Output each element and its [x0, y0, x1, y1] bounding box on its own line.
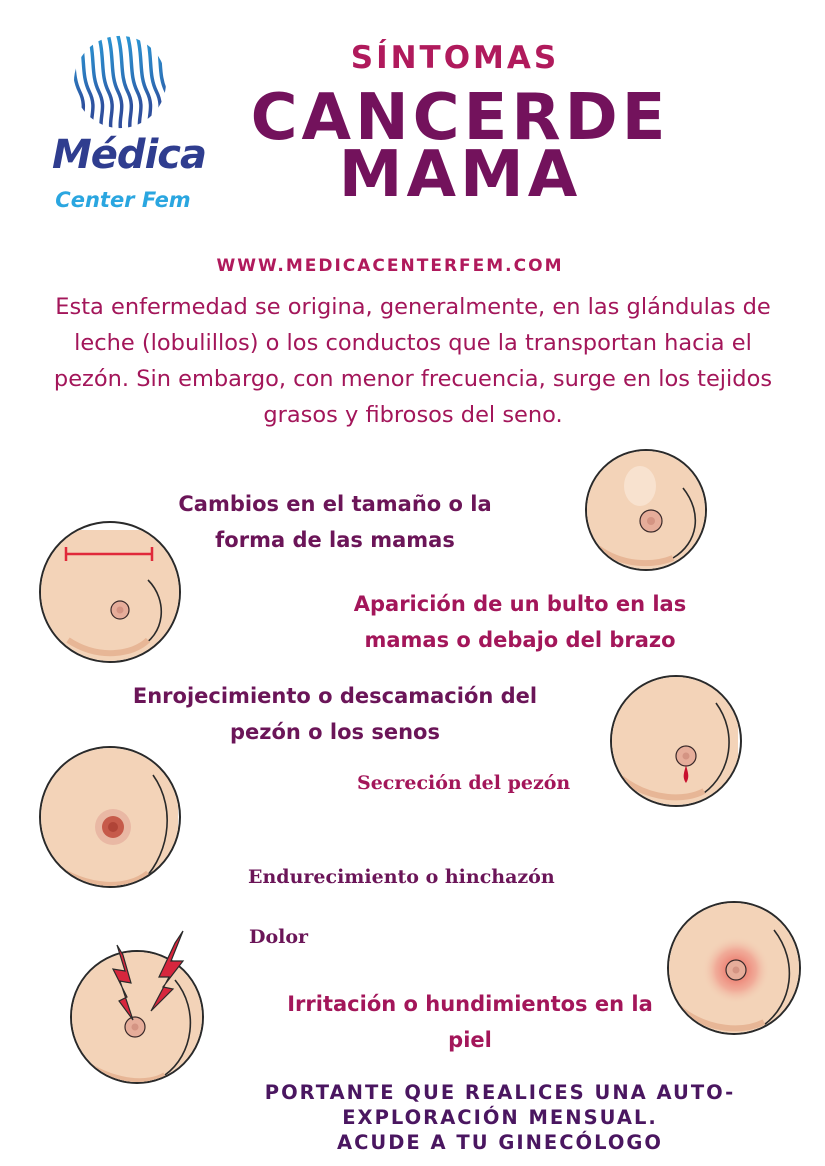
- breast-pain-icon: [65, 925, 213, 1095]
- footer-line-2: EXPLORACIÓN MENSUAL.: [342, 1106, 658, 1129]
- page-title-line-1: CANCERDE: [250, 81, 670, 155]
- symptom-lump: Aparición de un bulto en las mamas o debajo del brazo: [353, 592, 687, 652]
- logo-brand-name: Médica: [52, 132, 206, 178]
- footer-line-3: ACUDE A TU GINECÓLOGO: [336, 1131, 664, 1154]
- kicker-heading: SÍNTOMAS: [350, 40, 560, 76]
- website-link[interactable]: WWW.MEDICACENTERFEM.COM: [216, 256, 564, 276]
- symptom-hardening: Endurecimiento o hinchazón: [248, 866, 555, 888]
- footer-callout: [215, 1080, 785, 1155]
- footer-line-1: PORTANTE QUE REALICES UNA AUTO-: [264, 1081, 736, 1104]
- symptom-pain: Dolor: [249, 926, 309, 948]
- symptom-size-change: Cambios en el tamaño o la forma de las mamas: [178, 492, 492, 552]
- symptom-discharge: Secreción del pezón: [357, 772, 571, 794]
- page-title-line-2: MAMA: [338, 138, 582, 212]
- skin-irritation-icon: [664, 900, 809, 1040]
- symptom-skin-irritation: Irritación o hundimientos en la piel: [287, 992, 653, 1052]
- wave-circle-logo-icon: [72, 34, 168, 130]
- nipple-discharge-icon: [606, 673, 754, 813]
- nipple-redness-icon: [38, 745, 186, 895]
- symptom-redness: Enrojecimiento o descamación del pezón o los senos: [132, 684, 538, 744]
- logo-brand-subtitle: Center Fem: [55, 188, 191, 212]
- intro-paragraph: Esta enfermedad se origina, generalmente, en las glándulas de leche (lobulillos) o los conductos que la transportan hacia el pezón. Sin embargo, con menor frecuencia, surge en los tejidos grasos y fibrosos del seno.: [53, 294, 773, 428]
- breast-lump-icon: [578, 448, 718, 578]
